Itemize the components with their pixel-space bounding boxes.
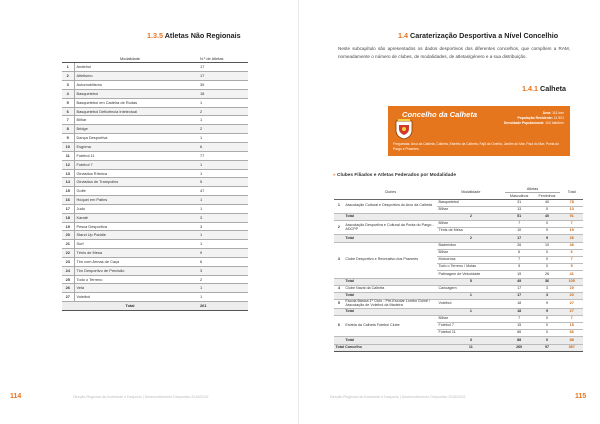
female-cell: 9 bbox=[534, 300, 561, 309]
modality-cell: Basquetebol bbox=[74, 89, 198, 98]
male-cell: 18 bbox=[505, 300, 534, 309]
table-row bbox=[62, 293, 248, 302]
modality-cell: Esgrima bbox=[74, 142, 198, 151]
row-number: 10 bbox=[62, 142, 74, 151]
modality-cell: Futebol 11 bbox=[74, 151, 198, 160]
club-number: 1 bbox=[334, 199, 344, 213]
table-row bbox=[62, 196, 248, 205]
count-cell: 1 bbox=[198, 134, 248, 143]
table-row bbox=[62, 107, 248, 116]
stat-value: 104 hab/km² bbox=[545, 121, 564, 126]
count-cell: 18 bbox=[198, 89, 248, 98]
subtotal-label: Total bbox=[344, 278, 437, 285]
modality-cell: Badminton bbox=[437, 242, 505, 249]
modality-cell: Tiro com Armas de Caça bbox=[74, 257, 198, 266]
subtotal-label: Total bbox=[344, 213, 437, 220]
count-cell: 9 bbox=[198, 249, 248, 258]
subtotal-label: Total bbox=[344, 292, 437, 299]
total-cell: 41 bbox=[560, 271, 583, 278]
table-row bbox=[62, 169, 248, 178]
female-cell: 0 bbox=[534, 323, 561, 330]
count-cell: 2 bbox=[198, 107, 248, 116]
row-number: 23 bbox=[62, 257, 74, 266]
table-row bbox=[334, 300, 583, 309]
table-row bbox=[62, 266, 248, 275]
modality-cell: Andebol bbox=[74, 63, 198, 72]
subtotal-male: 17 bbox=[505, 235, 534, 242]
modality-cell: Bilhar bbox=[74, 116, 198, 125]
total-cell: 7 bbox=[560, 315, 583, 322]
table-row bbox=[62, 240, 248, 249]
modality-cell: Tiro Desportivo de Precisão bbox=[74, 266, 198, 275]
total-row bbox=[62, 302, 248, 311]
stat-label: Área: bbox=[542, 111, 552, 115]
club-name: Clube Naval da Calheta bbox=[344, 285, 437, 292]
row-number: 17 bbox=[62, 204, 74, 213]
male-cell: 6 bbox=[505, 249, 534, 256]
subtotal-male: 88 bbox=[505, 337, 534, 344]
female-cell: 9 bbox=[534, 228, 561, 235]
table-row bbox=[62, 151, 248, 160]
modality-cell: Golfe bbox=[74, 187, 198, 196]
subtotal-row bbox=[334, 278, 583, 285]
club-name: Estrela da Calheta Futebol Clube bbox=[344, 315, 437, 337]
page-number-right: 115 bbox=[575, 393, 587, 400]
female-header: Femininos bbox=[534, 193, 561, 200]
row-number: 19 bbox=[62, 222, 74, 231]
grand-total-row bbox=[334, 344, 583, 351]
row-number: 21 bbox=[62, 240, 74, 249]
subtotal-female: 9 bbox=[534, 308, 561, 315]
subsection-number: 1.4.1 bbox=[522, 84, 538, 93]
subtotal-label: Total bbox=[344, 235, 437, 242]
footer-left: Direção Regional da Juventude e Desporto | Desenvolvimento Desportivo 2018/2019 bbox=[73, 395, 209, 399]
stat-label: Densidade Populacional: bbox=[503, 121, 545, 126]
arrow-icon: » bbox=[333, 173, 336, 178]
banner-title: Concelho da Calheta bbox=[402, 110, 478, 119]
female-cell: 0 bbox=[534, 249, 561, 256]
club-number: 5 bbox=[334, 300, 344, 309]
modality-cell: Motocross bbox=[437, 257, 505, 264]
subsection-title: Calheta bbox=[540, 84, 566, 93]
subtotal-male: 49 bbox=[505, 278, 534, 285]
total-cell: 78 bbox=[560, 199, 583, 206]
male-cell: 15 bbox=[505, 323, 534, 330]
row-number: 5 bbox=[62, 98, 74, 107]
table-row bbox=[62, 81, 248, 90]
modality-cell: Ginástica de Trampolins bbox=[74, 178, 198, 187]
table-row bbox=[334, 315, 583, 322]
male-cell: 17 bbox=[505, 285, 534, 292]
modality-cell: Futebol 7 bbox=[74, 160, 198, 169]
table-row bbox=[334, 199, 583, 206]
count-header: N.º de Atletas bbox=[198, 55, 248, 63]
count-cell: 77 bbox=[198, 151, 248, 160]
row-number: 27 bbox=[62, 293, 74, 302]
male-cell: 13 bbox=[505, 206, 534, 213]
count-cell: 1 bbox=[198, 160, 248, 169]
section-heading-left bbox=[147, 31, 241, 40]
row-number: 25 bbox=[62, 275, 74, 284]
row-number: 9 bbox=[62, 134, 74, 143]
female-cell: 0 bbox=[534, 206, 561, 213]
total-header: Total bbox=[560, 186, 583, 199]
modality-cell: Bilhar bbox=[437, 315, 505, 322]
total-cell: 20 bbox=[560, 285, 583, 292]
section-heading-right bbox=[398, 31, 558, 40]
male-cell: 26 bbox=[505, 242, 534, 249]
modality-cell: Todo o Terreno / Motas bbox=[437, 264, 505, 271]
total-cell: 46 bbox=[560, 242, 583, 249]
banner-stats bbox=[504, 111, 564, 127]
grand-total-male: 260 bbox=[505, 344, 534, 351]
clubs-table-title-text: Clubes Filiados e Atletas Federados por Modalidade bbox=[337, 173, 456, 178]
subtotal-male: 51 bbox=[505, 213, 534, 220]
section-title: Caraterização Desportiva a Nível Concelhio bbox=[410, 31, 559, 40]
club-number: 6 bbox=[334, 315, 344, 337]
modality-header: Modalidade bbox=[62, 55, 198, 63]
count-cell: 2 bbox=[198, 125, 248, 134]
table-row bbox=[62, 98, 248, 107]
modality-cell: Patinagem de Velocidade bbox=[437, 271, 505, 278]
table-row bbox=[62, 160, 248, 169]
male-cell: 15 bbox=[505, 271, 534, 278]
modality-cell: Futebol 11 bbox=[437, 330, 505, 337]
club-number: 2 bbox=[334, 221, 344, 235]
subtotal-total: 20 bbox=[560, 292, 583, 299]
page-number-left: 114 bbox=[10, 393, 22, 400]
count-cell: 3 bbox=[198, 213, 248, 222]
modality-cell: Futebol 7 bbox=[437, 323, 505, 330]
subtotal-modalities: 5 bbox=[437, 278, 505, 285]
table-row bbox=[62, 275, 248, 284]
left-page bbox=[0, 0, 299, 424]
modality-cell: Judo bbox=[74, 204, 198, 213]
female-cell: 26 bbox=[534, 271, 561, 278]
subtotal-female: 3 bbox=[534, 292, 561, 299]
footer-right: Direção Regional da Juventude e Desporto | Desenvolvimento Desportivo 2018/2019 bbox=[330, 395, 466, 399]
club-name: Associação Cultural e Desportiva do Arco da Calheta bbox=[344, 199, 437, 213]
clubs-table-title bbox=[333, 173, 456, 178]
row-number: 18 bbox=[62, 213, 74, 222]
modality-cell: Hóquei em Patins bbox=[74, 196, 198, 205]
modality-cell: Atletismo bbox=[74, 72, 198, 81]
modality-cell: Surf bbox=[74, 240, 198, 249]
male-cell: 31 bbox=[505, 199, 534, 206]
count-cell: 1 bbox=[198, 196, 248, 205]
total-cell: 15 bbox=[560, 323, 583, 330]
total-cell: 7 bbox=[560, 221, 583, 228]
table-row bbox=[334, 285, 583, 292]
club-number: 4 bbox=[334, 285, 344, 292]
row-number: 16 bbox=[62, 196, 74, 205]
modality-cell: Basquetebol Deficiência Intelectual bbox=[74, 107, 198, 116]
male-cell: 7 bbox=[505, 221, 534, 228]
modality-cell: Bridge bbox=[74, 125, 198, 134]
modality-cell: Automobilismo bbox=[74, 81, 198, 90]
stat-value: 111 km² bbox=[552, 111, 564, 115]
clubs-table bbox=[334, 186, 583, 352]
female-cell: 3 bbox=[534, 285, 561, 292]
female-cell: 0 bbox=[534, 330, 561, 337]
count-cell: 6 bbox=[198, 142, 248, 151]
grand-total-value: 357 bbox=[560, 344, 583, 351]
modality-header: Modalidade bbox=[437, 186, 505, 199]
municipality-banner bbox=[388, 106, 570, 156]
table-row bbox=[62, 72, 248, 81]
table-row bbox=[62, 89, 248, 98]
section-number: 1.3.5 bbox=[147, 31, 163, 40]
subtotal-modalities: 3 bbox=[437, 337, 505, 344]
count-cell: 1 bbox=[198, 240, 248, 249]
subtotal-total: 88 bbox=[560, 337, 583, 344]
table-row bbox=[62, 222, 248, 231]
count-cell: 1 bbox=[198, 169, 248, 178]
modality-cell: Ténis de Mesa bbox=[437, 228, 505, 235]
subtotal-male: 18 bbox=[505, 308, 534, 315]
clubs-header: Clubes bbox=[344, 186, 437, 199]
male-cell: 7 bbox=[505, 315, 534, 322]
row-number: 4 bbox=[62, 89, 74, 98]
athletes-table bbox=[62, 55, 248, 311]
subtotal-total: 26 bbox=[560, 235, 583, 242]
subtotal-female: 9 bbox=[534, 235, 561, 242]
table-row bbox=[62, 257, 248, 266]
total-cell: 19 bbox=[560, 228, 583, 235]
modality-cell: Vela bbox=[74, 284, 198, 293]
modality-cell: Voleibol bbox=[437, 300, 505, 309]
count-cell: 1 bbox=[198, 204, 248, 213]
subtotal-total: 27 bbox=[560, 308, 583, 315]
subtotal-row bbox=[334, 213, 583, 220]
row-number: 24 bbox=[62, 266, 74, 275]
banner-stat bbox=[504, 121, 564, 126]
subtotal-row bbox=[334, 308, 583, 315]
row-number: 2 bbox=[62, 72, 74, 81]
total-value: 261 bbox=[198, 302, 248, 311]
count-cell: 5 bbox=[198, 178, 248, 187]
modality-cell: Stand Up Paddle bbox=[74, 231, 198, 240]
stat-label: População Residente: bbox=[517, 116, 553, 121]
modality-cell: Basquetebol bbox=[437, 199, 505, 206]
total-cell: 5 bbox=[560, 264, 583, 271]
table-row bbox=[334, 242, 583, 249]
subtotal-modalities: 2 bbox=[437, 213, 505, 220]
subtotal-female: 36 bbox=[534, 278, 561, 285]
intro-paragraph: Neste subcapítulo são apresentados os dados desportivos dos diferentes concelhos, que compõem a RAM, nomeadamente o número de clubes, de modalidades, de atletas/género e a sua distribuição. bbox=[338, 46, 570, 60]
count-cell: 1 bbox=[198, 231, 248, 240]
stat-value: 11 521 bbox=[553, 116, 564, 121]
male-header: Masculinos bbox=[505, 193, 534, 200]
subtotal-label: Total bbox=[344, 337, 437, 344]
female-cell: 0 bbox=[534, 257, 561, 264]
grand-total-modalities: 11 bbox=[437, 344, 505, 351]
table-row bbox=[334, 221, 583, 228]
count-cell: 17 bbox=[198, 72, 248, 81]
row-number: 20 bbox=[62, 231, 74, 240]
male-cell: 66 bbox=[505, 330, 534, 337]
count-cell: 2 bbox=[198, 275, 248, 284]
female-cell: 40 bbox=[534, 199, 561, 206]
count-cell: 17 bbox=[198, 63, 248, 72]
modality-cell: Todo o Terreno bbox=[74, 275, 198, 284]
count-cell: 3 bbox=[198, 266, 248, 275]
subtotal-row bbox=[334, 235, 583, 242]
female-cell: 0 bbox=[534, 264, 561, 271]
total-cell: 7 bbox=[560, 257, 583, 264]
subtotal-female: 40 bbox=[534, 213, 561, 220]
count-cell: 47 bbox=[198, 187, 248, 196]
row-number: 14 bbox=[62, 178, 74, 187]
modality-cell: Bilhar bbox=[437, 206, 505, 213]
table-header-row bbox=[62, 55, 248, 63]
club-name: Associação Desportiva e Cultural da Ponta do Pargo - ADCPP bbox=[344, 221, 437, 235]
count-cell: 1 bbox=[198, 293, 248, 302]
subtotal-female: 0 bbox=[534, 337, 561, 344]
row-number: 11 bbox=[62, 151, 74, 160]
male-cell: 10 bbox=[505, 228, 534, 235]
table-row bbox=[62, 187, 248, 196]
row-number: 3 bbox=[62, 81, 74, 90]
modality-cell: Ténis de Mesa bbox=[74, 249, 198, 258]
table-row bbox=[62, 249, 248, 258]
club-number: 3 bbox=[334, 242, 344, 278]
total-cell: 13 bbox=[560, 206, 583, 213]
female-cell: 10 bbox=[534, 242, 561, 249]
female-cell: 0 bbox=[534, 315, 561, 322]
row-number: 15 bbox=[62, 187, 74, 196]
male-cell: 5 bbox=[505, 264, 534, 271]
row-number: 26 bbox=[62, 284, 74, 293]
club-name: Clube Desportivo e Recreativo dos Prazeres bbox=[344, 242, 437, 278]
table-row bbox=[62, 142, 248, 151]
table-row bbox=[62, 213, 248, 222]
subtotal-male: 17 bbox=[505, 292, 534, 299]
athletes-header: Atletas bbox=[505, 186, 561, 193]
subsection-heading bbox=[522, 84, 566, 93]
male-cell: 7 bbox=[505, 257, 534, 264]
subtotal-label: Total bbox=[344, 308, 437, 315]
row-number: 1 bbox=[62, 63, 74, 72]
section-number: 1.4 bbox=[398, 31, 408, 40]
modality-cell: Pesca Desportiva bbox=[74, 222, 198, 231]
count-cell: 3 bbox=[198, 222, 248, 231]
total-cell: 66 bbox=[560, 330, 583, 337]
table-row bbox=[62, 231, 248, 240]
section-title: Atletas Não Regionais bbox=[164, 31, 241, 40]
modality-cell: Karaté bbox=[74, 213, 198, 222]
count-cell: 6 bbox=[198, 257, 248, 266]
total-label: Total bbox=[62, 302, 198, 311]
subtotal-row bbox=[334, 337, 583, 344]
count-cell: 1 bbox=[198, 116, 248, 125]
modality-cell: Canoagem bbox=[437, 285, 505, 292]
modality-cell: Voleibol bbox=[74, 293, 198, 302]
table-row bbox=[62, 116, 248, 125]
table-row bbox=[62, 125, 248, 134]
modality-cell: Bilhar bbox=[437, 249, 505, 256]
coat-of-arms-icon bbox=[393, 118, 415, 140]
table-row bbox=[62, 284, 248, 293]
grand-total-label: Total Concelho bbox=[334, 344, 437, 351]
row-number: 8 bbox=[62, 125, 74, 134]
grand-total-female: 97 bbox=[534, 344, 561, 351]
modality-cell: Dança Desportiva bbox=[74, 134, 198, 143]
row-number: 13 bbox=[62, 169, 74, 178]
modality-cell: Bilhar bbox=[437, 221, 505, 228]
count-cell: 35 bbox=[198, 81, 248, 90]
modality-cell: Ginástica Rítmica bbox=[74, 169, 198, 178]
table-row bbox=[62, 63, 248, 72]
modality-cell: Basquetebol em Cadeira de Rodas bbox=[74, 98, 198, 107]
count-cell: 1 bbox=[198, 284, 248, 293]
subtotal-modalities: 1 bbox=[437, 292, 505, 299]
total-cell: 6 bbox=[560, 249, 583, 256]
table-row bbox=[62, 204, 248, 213]
female-cell: 0 bbox=[534, 221, 561, 228]
row-number: 22 bbox=[62, 249, 74, 258]
subtotal-modalities: 1 bbox=[437, 308, 505, 315]
row-number: 12 bbox=[62, 160, 74, 169]
banner-note: Freguesias: Arco da Calheta, Calheta, Estreito da Calheta, Fajã da Ovelha, Jardim do Mar, Paul do Mar, Ponta do Pargo e Prazeres. bbox=[393, 142, 560, 151]
row-number: 6 bbox=[62, 107, 74, 116]
subtotal-total: 91 bbox=[560, 213, 583, 220]
table-row bbox=[62, 134, 248, 143]
count-cell: 1 bbox=[198, 98, 248, 107]
subtotal-modalities: 2 bbox=[437, 235, 505, 242]
row-number: 7 bbox=[62, 116, 74, 125]
table-row bbox=[62, 178, 248, 187]
total-cell: 27 bbox=[560, 300, 583, 309]
club-name: Escola Básica 1º Ciclo - Pré-Escolar Lombo Guiné / Associação de Voleibol da Madeira bbox=[344, 300, 437, 309]
subtotal-total: 105 bbox=[560, 278, 583, 285]
